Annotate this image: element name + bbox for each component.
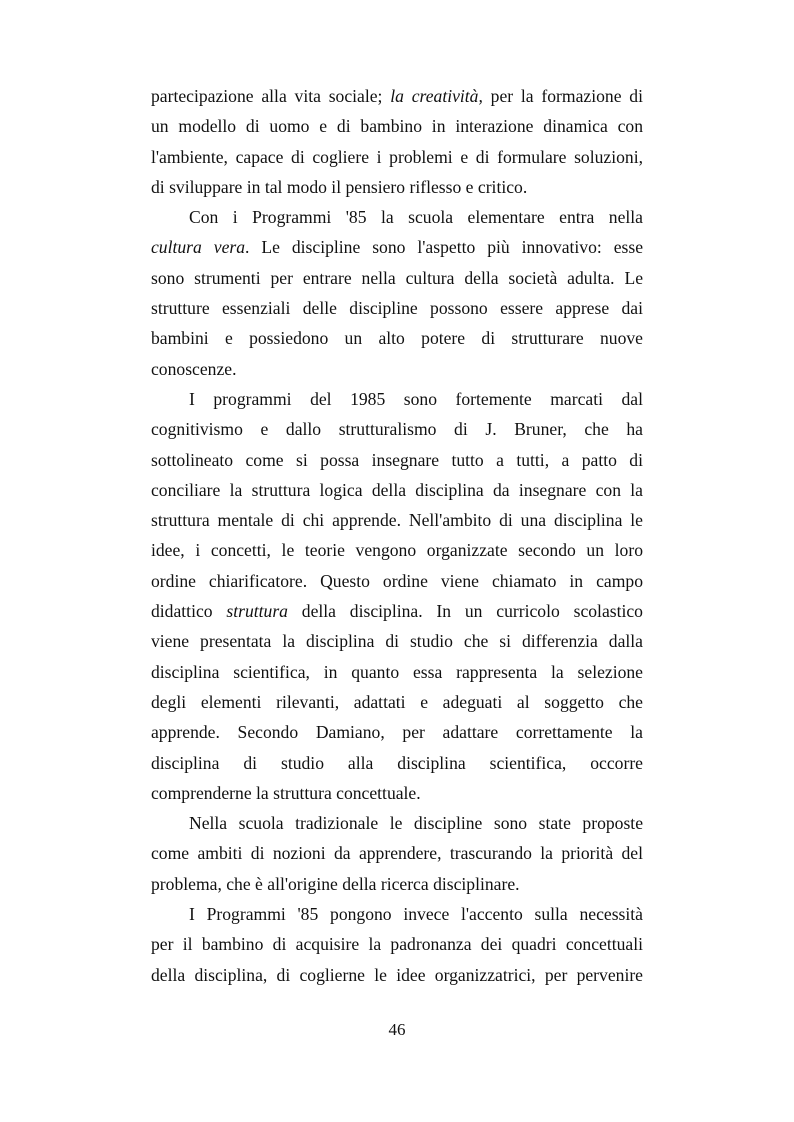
text-line [151, 384, 643, 414]
text-segment: come ambiti di nozioni da apprendere, trascurando la priorità del [151, 843, 643, 864]
text-line [151, 717, 643, 747]
text-line [151, 929, 643, 959]
text-line [151, 596, 643, 626]
italic-text: struttura [226, 601, 288, 622]
text-line [151, 414, 643, 444]
text-line [151, 445, 643, 475]
text-line [151, 748, 643, 778]
text-segment: . Le discipline sono l'aspetto più innovativo: esse [245, 237, 644, 258]
text-segment: disciplina scientifica, in quanto essa rappresenta la selezione [151, 661, 643, 682]
text-segment: strutture essenziali delle discipline possono essere apprese dai [151, 298, 643, 319]
paragraph [151, 899, 643, 990]
paragraph [151, 384, 643, 808]
text-line [151, 869, 643, 899]
text-segment: idee, i concetti, le teorie vengono organizzate secondo un loro [151, 540, 643, 561]
text-line [151, 263, 643, 293]
text-line [151, 202, 643, 232]
text-segment: sottolineato come si possa insegnare tutto a tutti, a patto di [151, 449, 643, 470]
text-line [151, 475, 643, 505]
text-segment: struttura mentale di chi apprende. Nell'ambito di una disciplina le [151, 510, 643, 531]
text-segment: partecipazione alla vita sociale; [151, 86, 391, 106]
italic-text: la creatività, [390, 86, 483, 106]
text-line [151, 778, 643, 808]
text-segment: I Programmi '85 pongono invece l'accento sulla necessità [189, 904, 643, 925]
text-segment: degli elementi rilevanti, adattati e adeguati al soggetto che [151, 691, 643, 712]
text-line [151, 535, 643, 565]
text-segment: bambini e possiedono un alto potere di strutturare nuove [151, 328, 643, 349]
text-segment: sono strumenti per entrare nella cultura della società adulta. Le [151, 267, 643, 288]
text-segment: Nella scuola tradizionale le discipline sono state proposte [189, 813, 643, 834]
text-segment: l'ambiente, capace di cogliere i problemi e di formulare soluzioni, [151, 146, 643, 167]
text-line [151, 687, 643, 717]
paragraph [151, 808, 643, 899]
text-segment: per la formazione di [482, 86, 643, 106]
text-segment: per il bambino di acquisire la padronanza dei quadri concettuali [151, 934, 643, 955]
text-segment: ordine chiarificatore. Questo ordine viene chiamato in campo [151, 570, 643, 591]
text-line [151, 626, 643, 656]
text-segment: viene presentata la disciplina di studio che si differenzia dalla [151, 631, 643, 652]
text-segment: I programmi del 1985 sono fortemente marcati dal [189, 388, 643, 409]
paragraph [151, 202, 643, 384]
text-segment: conoscenze. [151, 358, 237, 379]
text-line [151, 899, 643, 929]
text-segment: di sviluppare in tal modo il pensiero riflesso e critico. [151, 176, 528, 197]
text-segment: problema, che è all'origine della ricerca disciplinare. [151, 873, 520, 894]
text-line [151, 838, 643, 868]
text-line [151, 505, 643, 535]
text-segment: della disciplina. In un curricolo scolastico [287, 601, 643, 622]
text-line [151, 293, 643, 323]
text-line [151, 232, 643, 262]
text-line [151, 566, 643, 596]
text-segment: conciliare la struttura logica della disciplina da insegnare con la [151, 479, 643, 500]
text-segment: comprenderne la struttura concettuale. [151, 782, 421, 803]
paragraph [151, 81, 643, 202]
text-segment: della disciplina, di coglierne le idee organizzatrici, per pervenire [151, 964, 643, 985]
text-segment: un modello di uomo e di bambino in interazione dinamica con [151, 116, 643, 137]
text-segment: didattico [151, 601, 227, 622]
text-line [151, 142, 643, 172]
page-number: 46 [388, 1020, 406, 1039]
text-line [151, 172, 643, 202]
text-line [151, 354, 643, 384]
text-line [151, 960, 643, 990]
text-segment: apprende. Secondo Damiano, per adattare correttamente la [151, 722, 643, 743]
text-segment: Con i Programmi '85 la scuola elementare entra nella [189, 207, 643, 228]
text-line [151, 111, 643, 141]
text-line [151, 323, 643, 353]
body-text [151, 81, 643, 990]
italic-text: cultura vera [151, 237, 246, 258]
text-segment: cognitivismo e dallo strutturalismo di J. Bruner, che ha [151, 419, 643, 440]
text-line [151, 808, 643, 838]
text-line [151, 657, 643, 687]
text-line [151, 81, 643, 111]
text-segment: disciplina di studio alla disciplina scientifica, occorre [151, 752, 643, 773]
